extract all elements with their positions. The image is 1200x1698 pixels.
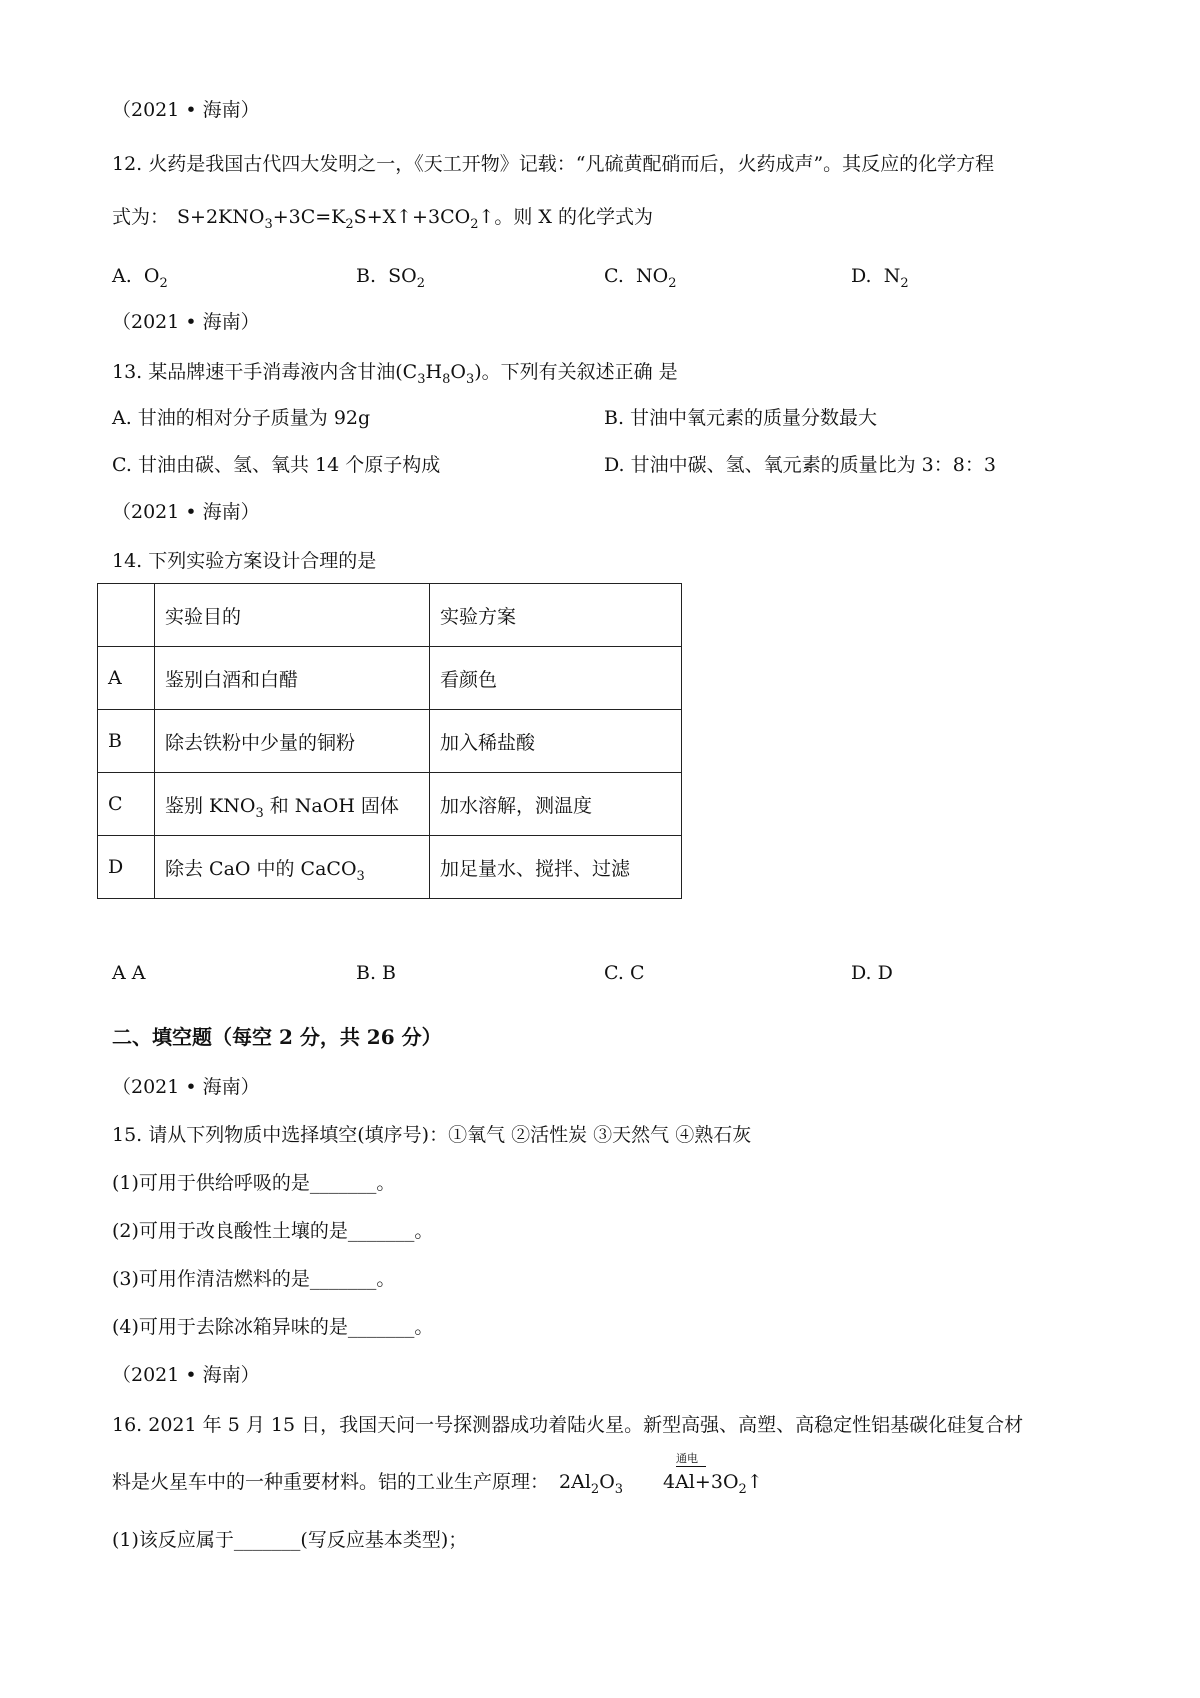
q14-option-a: A A [112,962,146,984]
table-cell-key: A [98,647,155,710]
table-cell-key: C [98,773,155,836]
q16-stem-line1: 16. 2021 年 5 月 15 日，我国天问一号探测器成功着陆火星。新型高强、高塑、高稳定性铝基碳化硅复合材 [112,1414,1024,1436]
q16-sub: 2 [590,1482,600,1497]
q12-option-b [356,264,425,291]
q12-eq-b: +3C=K [272,206,346,228]
q13-option-c: C. 甘油由碳、氢、氧共 14 个原子构成 [112,454,441,476]
table-cell-purpose [155,773,430,836]
purpose-text: 除去 CaO 中的 CaCO [165,857,357,880]
table-header-row [98,584,682,647]
q15-item-1: (1)可用于供给呼吸的是_______。 [112,1172,396,1194]
q12-eq-a: S+2KNO [177,206,265,228]
option-sub: 2 [159,276,168,291]
reaction-condition-bar [676,1466,706,1467]
table-cell-plan: 加入稀盐酸 [430,710,682,773]
q12-eq-c: S+X↑+3CO [353,206,471,228]
q13-stem [112,360,678,387]
q13-sub: 3 [417,372,426,387]
q13-option-a: A. 甘油的相对分子质量为 92g [112,407,371,429]
purpose-sub: 3 [356,868,365,884]
q12-sub: 3 [264,217,273,232]
q14-option-d: D. D [851,962,893,984]
section-heading: 二、填空题（每空 2 分，共 26 分） [112,1025,442,1049]
q13-stem-a: 13. 某品牌速干手消毒液内含甘油(C [112,361,418,383]
q16-eq-d: ↑ [746,1471,763,1493]
purpose-sub: 3 [255,805,264,821]
q13-source: （2021 • 海南） [112,311,260,333]
table-cell-plan: 加水溶解，测温度 [430,773,682,836]
q12-eq-d: ↑。则 X 的化学式为 [478,206,653,228]
table-row [98,647,682,710]
q13-stem-b: H [425,361,443,383]
option-label: B. [356,265,377,287]
q15-stem: 15. 请从下列物质中选择填空(填序号)：①氧气 ②活性炭 ③天然气 ④熟石灰 [112,1124,752,1146]
q13-option-b: B. 甘油中氧元素的质量分数最大 [604,407,878,429]
option-sub: 2 [668,276,677,291]
q13-option-d: D. 甘油中碳、氢、氧元素的质量比为 3：8：3 [604,454,996,476]
q12-source: （2021 • 海南） [112,99,260,121]
option-sub: 2 [900,276,909,291]
q12-option-a [112,264,168,291]
option-label: A. [112,265,132,287]
purpose-text: 和 NaOH 固体 [263,794,399,817]
q13-sub: 8 [442,372,451,387]
table-cell-plan: 看颜色 [430,647,682,710]
q15-item-4: (4)可用于去除冰箱异味的是_______。 [112,1316,434,1338]
q16-stem-line2 [112,1470,763,1497]
table-row [98,710,682,773]
q16-source: （2021 • 海南） [112,1364,260,1386]
q12-option-d [851,264,909,291]
q13-stem-d: )。下列有关叙述正确 是 [474,361,678,383]
q12-option-c [604,264,676,291]
table-cell-plan: 加足量水、搅拌、过滤 [430,836,682,899]
option-formula: SO [388,265,417,287]
q16-eq-a: 2Al [559,1471,591,1493]
option-formula: N [883,265,901,287]
reaction-condition: 通电 [676,1452,698,1465]
q15-item-2: (2)可用于改良酸性土壤的是_______。 [112,1220,434,1242]
q12-sub: 2 [470,217,479,232]
q15-item-3: (3)可用作清洁燃料的是_______。 [112,1268,396,1290]
q16-eq-c: 4Al+3O [663,1471,739,1493]
table-header-cell: 实验方案 [430,584,682,647]
table-cell-key: D [98,836,155,899]
option-label: C. [604,265,624,287]
option-formula: NO [636,265,669,287]
option-label: D. [851,265,872,287]
table-cell-key: B [98,710,155,773]
option-sub: 2 [416,276,425,291]
q16-sub: 2 [738,1482,747,1497]
q14-stem: 14. 下列实验方案设计合理的是 [112,550,377,572]
q12-sub: 2 [345,217,354,232]
q14-source: （2021 • 海南） [112,501,260,523]
q13-sub: 3 [465,372,475,387]
q12-stem-line2 [112,205,653,232]
q14-option-b: B. B [356,962,397,984]
q16-eq-b: O [599,1471,615,1493]
q14-option-c: C. C [604,962,645,984]
q16-sub: 3 [614,1482,624,1497]
q12-stem-line1: 12. 火药是我国古代四大发明之一，《天工开物》记载：“凡硫黄配硝而后，火药成声”。其反应的化学方程 [112,153,995,175]
purpose-text: 鉴别 KNO [165,794,256,817]
table-row [98,836,682,899]
q15-source: （2021 • 海南） [112,1076,260,1098]
table-row [98,773,682,836]
option-formula: O [143,265,160,287]
q13-stem-c: O [450,361,466,383]
q16-prefix: 料是火星车中的一种重要材料。铝的工业生产原理： [112,1471,550,1493]
experiment-table [97,583,682,899]
table-cell-purpose [155,836,430,899]
table-cell-purpose: 除去铁粉中少量的铜粉 [155,710,430,773]
q12-prefix: 式为： [112,206,170,228]
table-header-cell: 实验目的 [155,584,430,647]
q16-item-1: (1)该反应属于_______(写反应基本类型)； [112,1529,468,1551]
table-header-cell [98,584,155,647]
table-cell-purpose: 鉴别白酒和白醋 [155,647,430,710]
